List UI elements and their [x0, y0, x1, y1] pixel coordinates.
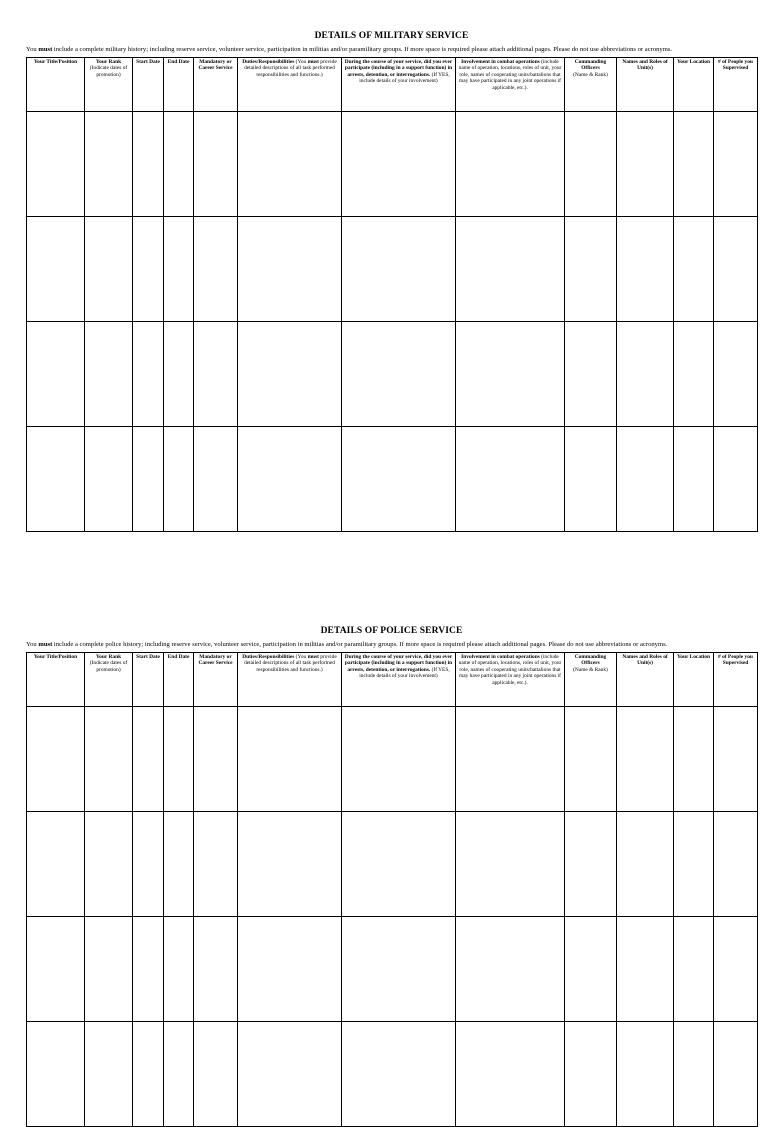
header-title-position: Your Title/Position: [27, 653, 85, 707]
entry-cell-people-supervised[interactable]: [714, 322, 758, 427]
table-row: [27, 217, 758, 322]
table-row: [27, 917, 758, 1022]
entry-cell-unit-names-roles[interactable]: [617, 427, 674, 532]
entry-cell-mandatory-career[interactable]: [194, 217, 238, 322]
header-people-supervised: # of People you Supervised: [714, 58, 758, 112]
entry-cell-arrests-participation[interactable]: [342, 322, 456, 427]
military-service-instructions: You must include a complete military history; including reserve service, volunteer service, participation in militias and/or paramilitary groups. If more space is required please attach additional pages. Please do not use abbreviations or acronyms.: [26, 46, 673, 53]
entry-cell-unit-names-roles[interactable]: [617, 322, 674, 427]
header-combat-involvement: Involvement in combat operations (include name of operation, locations, roles of unit, your role, names of cooperating units/battalions that may have participated in any joint operations if applicable, etc.).: [456, 653, 565, 707]
entry-cell-start-date[interactable]: [133, 1022, 164, 1127]
entry-cell-combat-involvement[interactable]: [456, 427, 565, 532]
entry-cell-rank[interactable]: [85, 427, 133, 532]
header-people-supervised: # of People you Supervised: [714, 653, 758, 707]
entry-cell-combat-involvement[interactable]: [456, 1022, 565, 1127]
entry-cell-commanding-officers[interactable]: [565, 217, 617, 322]
entry-cell-combat-involvement[interactable]: [456, 322, 565, 427]
entry-cell-commanding-officers[interactable]: [565, 707, 617, 812]
table-row: [27, 812, 758, 917]
header-title-position: Your Title/Position: [27, 58, 85, 112]
entry-cell-start-date[interactable]: [133, 322, 164, 427]
military-service-table: [26, 57, 758, 532]
military-service-section: [26, 30, 757, 532]
header-end-date: End Date: [164, 58, 194, 112]
entry-cell-start-date[interactable]: [133, 217, 164, 322]
police-service-section: [26, 625, 757, 1127]
table-row: [27, 707, 758, 812]
police-service-instructions: You must include a complete police history; including reserve service, volunteer service, participation in militias and/or paramilitary groups. If more space is required please attach additional pages. Please do not use abbreviations or acronyms.: [26, 641, 668, 648]
entry-cell-title-position[interactable]: [27, 917, 85, 1022]
entry-cell-commanding-officers[interactable]: [565, 112, 617, 217]
entry-cell-arrests-participation[interactable]: [342, 112, 456, 217]
entry-cell-unit-names-roles[interactable]: [617, 112, 674, 217]
entry-cell-people-supervised[interactable]: [714, 427, 758, 532]
header-duties: Duties/Responsibilities (You must provide detailed descriptions of all task performed responsibilities and functions.): [238, 653, 342, 707]
header-mandatory-career: Mandatory or Career Service: [194, 58, 238, 112]
entry-cell-title-position[interactable]: [27, 322, 85, 427]
entry-cell-start-date[interactable]: [133, 427, 164, 532]
header-unit-names-roles: Names and Roles of Unit(s): [617, 58, 674, 112]
entry-cell-commanding-officers[interactable]: [565, 917, 617, 1022]
entry-cell-start-date[interactable]: [133, 112, 164, 217]
entry-cell-people-supervised[interactable]: [714, 917, 758, 1022]
entry-cell-location[interactable]: [674, 917, 714, 1022]
entry-cell-end-date[interactable]: [164, 917, 194, 1022]
header-start-date: Start Date: [133, 653, 164, 707]
entry-cell-people-supervised[interactable]: [714, 707, 758, 812]
entry-cell-arrests-participation[interactable]: [342, 707, 456, 812]
entry-cell-commanding-officers[interactable]: [565, 1022, 617, 1127]
entry-cell-location[interactable]: [674, 322, 714, 427]
header-unit-names-roles: Names and Roles of Unit(s): [617, 653, 674, 707]
table-header-row: [27, 653, 758, 707]
header-arrests-participation: During the course of your service, did you ever participate (including in a support function) in arrests, detention, or interrogations. (If YES, include details of your involvement): [342, 58, 456, 112]
entry-cell-location[interactable]: [674, 812, 714, 917]
entry-cell-unit-names-roles[interactable]: [617, 707, 674, 812]
entry-cell-mandatory-career[interactable]: [194, 707, 238, 812]
entry-cell-unit-names-roles[interactable]: [617, 1022, 674, 1127]
entry-cell-end-date[interactable]: [164, 1022, 194, 1127]
entry-cell-combat-involvement[interactable]: [456, 112, 565, 217]
header-commanding-officers: Commanding Officers (Name & Rank): [565, 653, 617, 707]
entry-cell-combat-involvement[interactable]: [456, 707, 565, 812]
table-row: [27, 1022, 758, 1127]
entry-cell-arrests-participation[interactable]: [342, 917, 456, 1022]
entry-cell-unit-names-roles[interactable]: [617, 812, 674, 917]
entry-cell-rank[interactable]: [85, 707, 133, 812]
entry-cell-duties[interactable]: [238, 322, 342, 427]
entry-cell-combat-involvement[interactable]: [456, 812, 565, 917]
entry-cell-location[interactable]: [674, 217, 714, 322]
entry-cell-people-supervised[interactable]: [714, 1022, 758, 1127]
header-combat-involvement: Involvement in combat operations (include name of operation, locations, roles of unit, your role, names of cooperating units/battalions that may have participated in any joint operations if applicable, etc.).: [456, 58, 565, 112]
entry-cell-arrests-participation[interactable]: [342, 812, 456, 917]
table-row: [27, 322, 758, 427]
entry-cell-title-position[interactable]: [27, 707, 85, 812]
header-arrests-participation: During the course of your service, did you ever participate (including in a support function) in arrests, detention, or interrogations. (If YES, include details of your involvement): [342, 653, 456, 707]
entry-cell-end-date[interactable]: [164, 707, 194, 812]
entry-cell-people-supervised[interactable]: [714, 112, 758, 217]
entry-cell-location[interactable]: [674, 427, 714, 532]
entry-cell-commanding-officers[interactable]: [565, 427, 617, 532]
police-service-table: [26, 652, 758, 1127]
entry-cell-location[interactable]: [674, 1022, 714, 1127]
entry-cell-arrests-participation[interactable]: [342, 1022, 456, 1127]
header-location: Your Location: [674, 58, 714, 112]
entry-cell-title-position[interactable]: [27, 427, 85, 532]
military-service-title: DETAILS OF MILITARY SERVICE: [314, 31, 469, 41]
entry-cell-mandatory-career[interactable]: [194, 917, 238, 1022]
header-start-date: Start Date: [133, 58, 164, 112]
entry-cell-mandatory-career[interactable]: [194, 112, 238, 217]
table-row: [27, 112, 758, 217]
entry-cell-arrests-participation[interactable]: [342, 427, 456, 532]
entry-cell-rank[interactable]: [85, 217, 133, 322]
entry-cell-rank[interactable]: [85, 812, 133, 917]
header-commanding-officers: Commanding Officers (Name & Rank): [565, 58, 617, 112]
entry-cell-location[interactable]: [674, 707, 714, 812]
entry-cell-title-position[interactable]: [27, 812, 85, 917]
police-table-body: [27, 707, 758, 1127]
entry-cell-duties[interactable]: [238, 1022, 342, 1127]
entry-cell-duties[interactable]: [238, 217, 342, 322]
entry-cell-arrests-participation[interactable]: [342, 217, 456, 322]
entry-cell-start-date[interactable]: [133, 917, 164, 1022]
entry-cell-title-position[interactable]: [27, 112, 85, 217]
entry-cell-title-position[interactable]: [27, 1022, 85, 1127]
entry-cell-mandatory-career[interactable]: [194, 812, 238, 917]
header-rank: Your Rank (Indicate dates of promotion): [85, 58, 133, 112]
entry-cell-duties[interactable]: [238, 112, 342, 217]
entry-cell-combat-involvement[interactable]: [456, 217, 565, 322]
entry-cell-duties[interactable]: [238, 707, 342, 812]
entry-cell-people-supervised[interactable]: [714, 812, 758, 917]
entry-cell-title-position[interactable]: [27, 217, 85, 322]
entry-cell-start-date[interactable]: [133, 707, 164, 812]
entry-cell-end-date[interactable]: [164, 112, 194, 217]
entry-cell-rank[interactable]: [85, 917, 133, 1022]
entry-cell-commanding-officers[interactable]: [565, 812, 617, 917]
entry-cell-rank[interactable]: [85, 322, 133, 427]
entry-cell-end-date[interactable]: [164, 427, 194, 532]
entry-cell-end-date[interactable]: [164, 812, 194, 917]
police-service-title: DETAILS OF POLICE SERVICE: [320, 626, 463, 636]
entry-cell-mandatory-career[interactable]: [194, 1022, 238, 1127]
header-location: Your Location: [674, 653, 714, 707]
header-duties: Duties/Responsibilities (You must provide detailed descriptions of all task performed responsibilities and functions.): [238, 58, 342, 112]
entry-cell-combat-involvement[interactable]: [456, 917, 565, 1022]
entry-cell-end-date[interactable]: [164, 322, 194, 427]
entry-cell-unit-names-roles[interactable]: [617, 917, 674, 1022]
entry-cell-location[interactable]: [674, 112, 714, 217]
entry-cell-commanding-officers[interactable]: [565, 322, 617, 427]
table-row: [27, 427, 758, 532]
entry-cell-mandatory-career[interactable]: [194, 322, 238, 427]
entry-cell-rank[interactable]: [85, 1022, 133, 1127]
entry-cell-rank[interactable]: [85, 112, 133, 217]
entry-cell-people-supervised[interactable]: [714, 217, 758, 322]
entry-cell-end-date[interactable]: [164, 217, 194, 322]
entry-cell-duties[interactable]: [238, 812, 342, 917]
entry-cell-duties[interactable]: [238, 427, 342, 532]
table-header-row: [27, 58, 758, 112]
entry-cell-duties[interactable]: [238, 917, 342, 1022]
entry-cell-start-date[interactable]: [133, 812, 164, 917]
header-end-date: End Date: [164, 653, 194, 707]
military-table-body: [27, 112, 758, 532]
entry-cell-unit-names-roles[interactable]: [617, 217, 674, 322]
entry-cell-mandatory-career[interactable]: [194, 427, 238, 532]
header-rank: Your Rank (Indicate dates of promotion): [85, 653, 133, 707]
header-mandatory-career: Mandatory or Career Service: [194, 653, 238, 707]
